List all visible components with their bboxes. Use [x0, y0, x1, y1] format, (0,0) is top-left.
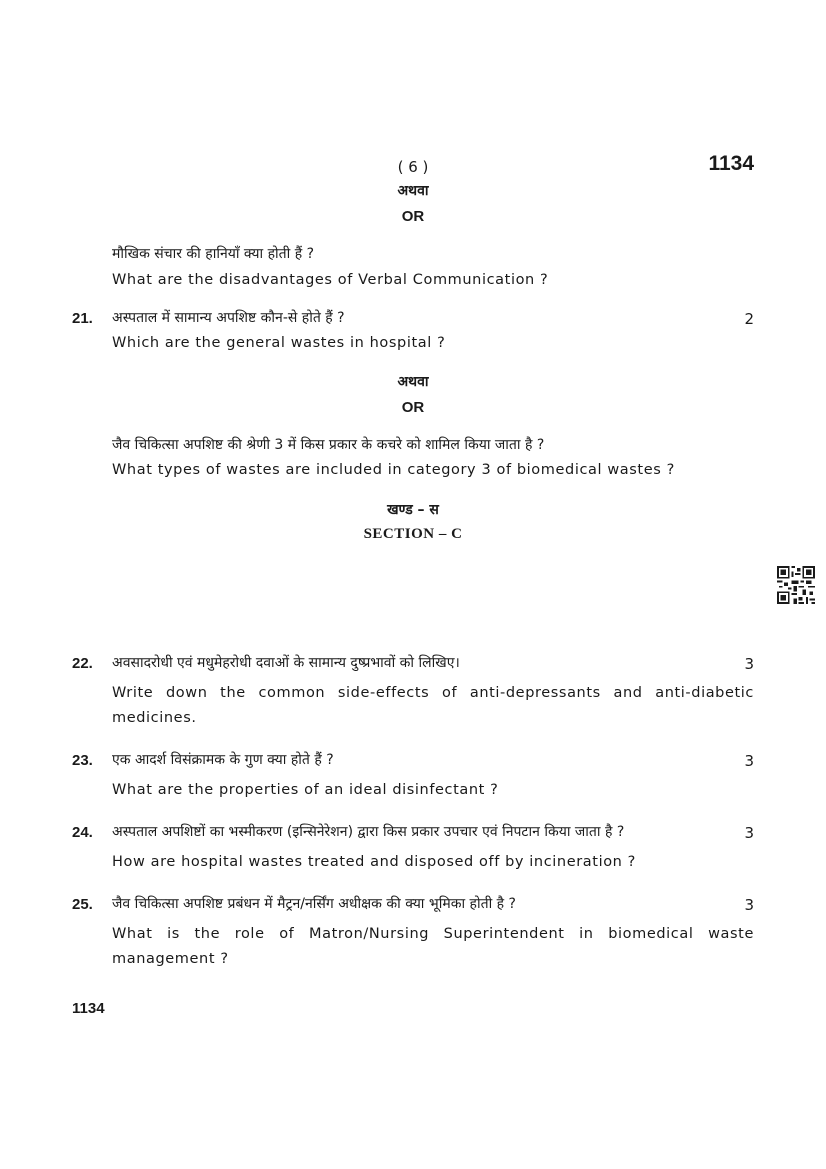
question-24-number: 24. — [72, 824, 93, 841]
question-20-alt-hindi: मौखिक संचार की हानियाँ क्या होती हैं ? — [112, 246, 315, 262]
qr-code — [777, 566, 815, 604]
question-21-hindi: अस्पताल में सामान्य अपशिष्ट कौन-से होते हैं ? — [112, 310, 345, 326]
question-23-hindi: एक आदर्श विसंक्रामक के गुण क्या होते हैं ? — [112, 752, 334, 768]
question-25-number: 25. — [72, 896, 93, 913]
question-24-hindi: अस्पताल अपशिष्टों का भस्मीकरण (इन्सिनेरेशन) द्वारा किस प्रकार उपचार एवं निपटान किया जाता है ? — [112, 824, 625, 840]
question-25-english: What is the role of Matron/Nursing Superintendent in biomedical waste management ? — [112, 926, 754, 967]
question-25-hindi: जैव चिकित्सा अपशिष्ट प्रबंधन में मैट्रन/नर्सिंग अधीक्षक की क्या भूमिका होती है ? — [112, 896, 516, 912]
question-21-alt-english: What types of wastes are included in category 3 of biomedical wastes ? — [112, 462, 675, 478]
or-hindi-2: अथवा — [397, 374, 429, 390]
question-22-marks: 3 — [744, 655, 754, 673]
section-title-hindi: खण्ड – स — [387, 502, 439, 518]
question-21-number: 21. — [72, 310, 93, 327]
paper-code-header: 1134 — [708, 152, 754, 175]
question-24-english: How are hospital wastes treated and disposed off by incineration ? — [112, 854, 636, 870]
page-number: ( 6 ) — [397, 158, 429, 176]
or-hindi: अथवा — [397, 183, 429, 199]
question-24-marks: 3 — [744, 824, 754, 842]
question-25-marks: 3 — [744, 896, 754, 914]
question-21-english: Which are the general wastes in hospital ? — [112, 335, 446, 351]
question-23-number: 23. — [72, 752, 93, 769]
question-20-alt-english: What are the disadvantages of Verbal Communication ? — [112, 272, 549, 288]
question-21-marks: 2 — [744, 310, 754, 328]
question-23-marks: 3 — [744, 752, 754, 770]
paper-code-footer: 1134 — [72, 1000, 105, 1017]
question-22-number: 22. — [72, 655, 93, 672]
question-22-hindi: अवसादरोधी एवं मधुमेहरोधी दवाओं के सामान्य दुष्प्रभावों को लिखिए। — [112, 655, 460, 671]
question-23-english: What are the properties of an ideal disinfectant ? — [112, 782, 499, 798]
or-english: OR — [401, 208, 425, 225]
or-english-2: OR — [401, 399, 425, 416]
section-title-english: SECTION – C — [363, 526, 463, 542]
question-22-english: Write down the common side-effects of anti-depressants and anti-diabetic medicines. — [112, 685, 754, 726]
question-21-alt-hindi: जैव चिकित्सा अपशिष्ट की श्रेणी 3 में किस प्रकार के कचरे को शामिल किया जाता है ? — [112, 437, 545, 453]
